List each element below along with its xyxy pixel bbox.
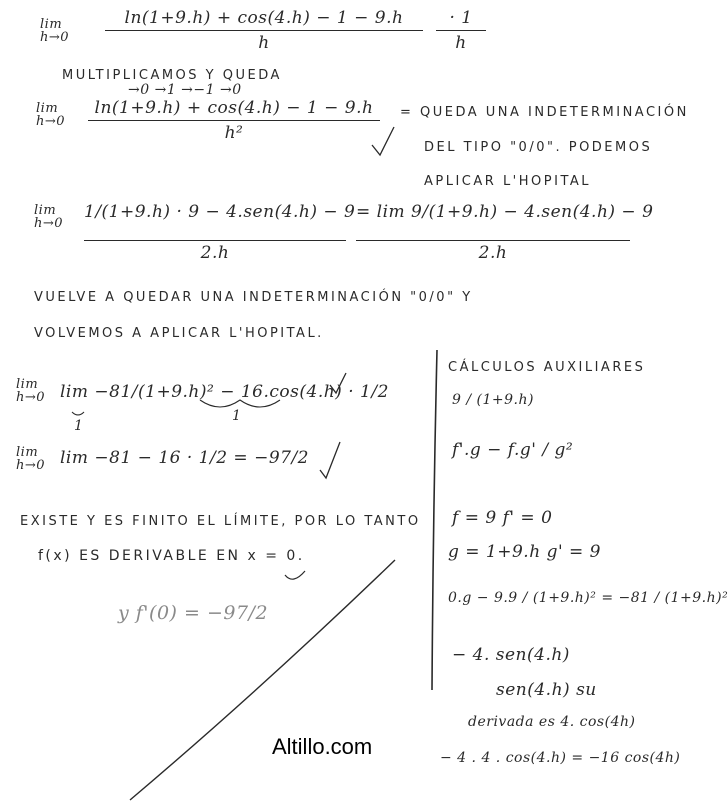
fraction-3-right: = lim 9/(1+9.h) − 4.sen(4.h) − 9 2.h bbox=[356, 202, 654, 263]
aux-sen-line2: sen(4.h) su bbox=[496, 680, 597, 700]
aux-sen-line1: − 4. sen(4.h) bbox=[452, 645, 570, 665]
note-exists-line1: EXISTE Y ES FINITO EL LÍMITE, POR LO TANTO bbox=[20, 514, 421, 529]
note-indet-line1: = QUEDA UNA INDETERMINACIÓN bbox=[400, 105, 689, 120]
fraction-1-tail: · 1 h bbox=[436, 8, 486, 53]
expression-4: lim −81/(1+9.h)² − 16.cos(4.h) · 1/2 bbox=[60, 382, 389, 402]
fraction-1 bbox=[105, 8, 423, 53]
fraction-2: ln(1+9.h) + cos(4.h) − 1 − 9.h h² bbox=[88, 98, 380, 143]
note-exists-line2: f(x) ES DERIVABLE EN x = 0. bbox=[38, 548, 305, 564]
note-again-line1: VUELVE A QUEDAR UNA INDETERMINACIÓN "0/0" Y bbox=[34, 290, 473, 305]
note-indet-line3: APLICAR L'HOPITAL bbox=[424, 174, 592, 189]
lim-label-3: lim h→0 bbox=[34, 203, 64, 231]
aux-g-values: g = 1+9.h g' = 9 bbox=[448, 542, 601, 562]
limit-arrows: →0 →1 →−1 →0 bbox=[128, 82, 242, 98]
aux-derivative: 0.g − 9.9 / (1+9.h)² = −81 / (1+9.h)² bbox=[448, 590, 728, 606]
aux-f1: 9 / (1+9.h) bbox=[452, 392, 534, 408]
lim-label-2: lim h→0 bbox=[36, 101, 66, 129]
aux-sen-line3: derivada es 4. cos(4h) bbox=[468, 714, 636, 730]
expression-4-sub2: 1 bbox=[232, 408, 242, 424]
note-indet-line2: DEL TIPO "0/0". PODEMOS bbox=[424, 140, 653, 155]
expression-4-sub1: 1 bbox=[74, 418, 84, 434]
note-multiplicamos: MULTIPLICAMOS Y QUEDA bbox=[62, 68, 282, 83]
fraction-1-num: ln(1+9.h) + cos(4.h) − 1 − 9.h bbox=[124, 8, 404, 28]
pencil-note: y f'(0) = −97/2 bbox=[118, 602, 269, 624]
aux-f-values: f = 9 f' = 0 bbox=[452, 508, 553, 528]
aux-sen-line4: − 4 . 4 . cos(4.h) = −16 cos(4h) bbox=[440, 750, 681, 766]
expression-5: lim −81 − 16 · 1/2 = −97/2 bbox=[60, 448, 309, 468]
lim-label-5: lim h→0 bbox=[16, 445, 46, 473]
aux-title: CÁLCULOS AUXILIARES bbox=[448, 360, 646, 375]
fraction-1-den: h bbox=[258, 33, 270, 53]
aux-quotient-rule: f'.g − f.g' / g² bbox=[452, 440, 574, 460]
note-again-line2: VOLVEMOS A APLICAR L'HOPITAL. bbox=[34, 326, 324, 341]
lim-label-4: lim h→0 bbox=[16, 377, 46, 405]
fraction-3-left: 1/(1+9.h) · 9 − 4.sen(4.h) − 9 2.h bbox=[84, 202, 356, 263]
lim-label-1: lim h→0 bbox=[40, 17, 70, 45]
watermark-logo: Altillo.com bbox=[272, 734, 373, 759]
